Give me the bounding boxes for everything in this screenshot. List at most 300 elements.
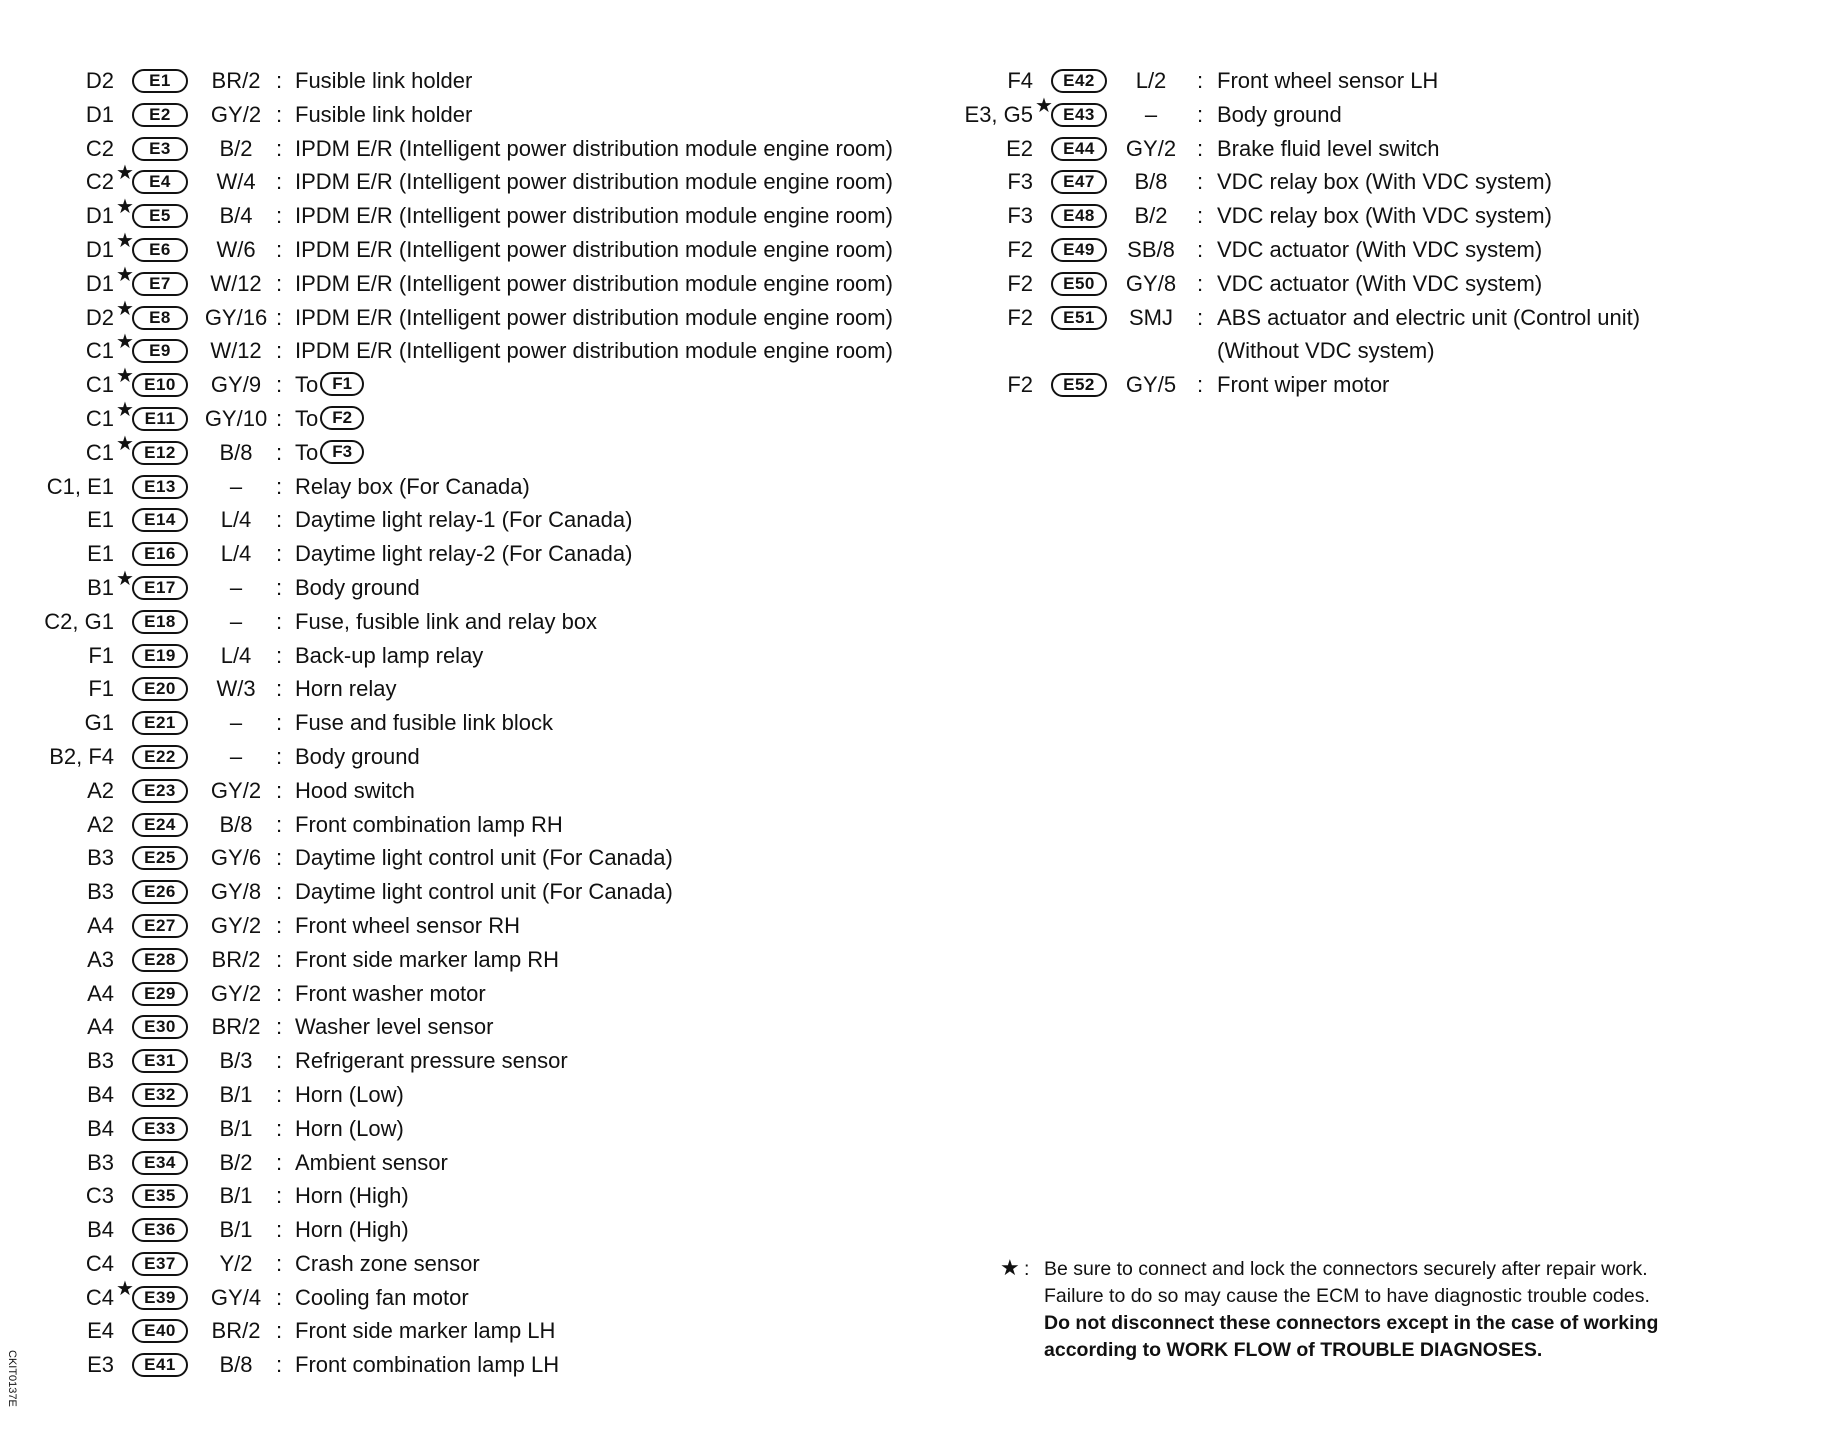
terminal-spec: – (229, 574, 243, 600)
grid-location: A4 (87, 980, 114, 1006)
grid-location: B2, F4 (49, 743, 114, 769)
terminal-spec: B/8 (219, 811, 253, 837)
connector-number: E18 (132, 610, 188, 634)
terminal-spec: GY/16 (204, 304, 268, 330)
grid-location: A2 (87, 777, 114, 803)
grid-location: A3 (87, 946, 114, 972)
connector-number: E13 (132, 475, 188, 499)
connector-number: E26 (132, 880, 188, 904)
grid-location: C1, E1 (46, 473, 114, 499)
connector-description (295, 436, 364, 470)
terminal-spec: L/4 (220, 541, 252, 567)
connector-number: E32 (132, 1083, 188, 1107)
connector-number: E6 (132, 238, 188, 262)
connector-description (295, 909, 520, 943)
connector-number: E12 (132, 441, 188, 465)
grid-location: F1 (88, 676, 114, 702)
terminal-spec: B/8 (219, 439, 253, 465)
terminal-spec: – (229, 473, 243, 499)
separator-colon: : (276, 912, 283, 938)
separator-colon: : (276, 203, 283, 229)
description-text: To (295, 405, 319, 431)
terminal-spec: B/2 (219, 135, 253, 161)
terminal-spec: B/8 (1134, 169, 1168, 195)
terminal-spec: BR/2 (211, 1014, 261, 1040)
grid-location: C4 (85, 1284, 114, 1310)
connector-number: E41 (132, 1353, 188, 1377)
note-line-2: Failure to do so may cause the ECM to have diagnostic trouble codes. (1044, 1285, 1650, 1307)
description-text: Horn (High) (295, 1183, 409, 1209)
description-text: VDC relay box (With VDC system) (1217, 169, 1552, 195)
terminal-spec: B/2 (1134, 203, 1168, 229)
separator-colon: : (276, 236, 283, 262)
referenced-connector: F2 (320, 406, 364, 430)
star-icon: ★ (116, 567, 134, 590)
description-text: Horn (Low) (295, 1081, 404, 1107)
grid-location: C1 (85, 338, 114, 364)
terminal-spec: SB/8 (1127, 236, 1175, 262)
terminal-spec: – (1144, 101, 1158, 127)
terminal-spec: GY/10 (204, 405, 268, 431)
grid-location: E2 (1006, 135, 1033, 161)
description-text: VDC actuator (With VDC system) (1217, 236, 1543, 262)
connector-description (295, 774, 415, 808)
terminal-spec: B/8 (219, 1352, 253, 1378)
grid-location: E1 (87, 541, 114, 567)
connector-number: E22 (132, 745, 188, 769)
grid-location: D2 (85, 68, 114, 93)
grid-location: C4 (85, 1250, 114, 1276)
connector-number: E23 (132, 779, 188, 803)
connector-description (295, 402, 364, 436)
terminal-spec: B/4 (219, 203, 253, 229)
referenced-connector: F1 (320, 372, 364, 396)
connector-description (295, 1247, 480, 1281)
connector-number: E1 (132, 69, 188, 93)
grid-location: D1 (85, 236, 114, 262)
connector-number: E14 (132, 508, 188, 532)
description-text: Horn (Low) (295, 1115, 404, 1141)
grid-location: C2 (85, 135, 114, 161)
connector-number: E48 (1051, 204, 1107, 228)
connector-description (295, 841, 673, 875)
referenced-connector: F3 (320, 440, 364, 464)
separator-colon: : (276, 169, 283, 195)
connector-number: E30 (132, 1015, 188, 1039)
grid-location: C2, G1 (44, 608, 114, 634)
star-icon: ★ (116, 398, 134, 421)
description-text: IPDM E/R (Intelligent power distribution module engine room) (295, 135, 893, 161)
separator-colon: : (276, 777, 283, 803)
description-text: Daytime light relay-1 (For Canada) (295, 507, 633, 533)
connector-description (295, 470, 530, 504)
connector-description (295, 1179, 409, 1213)
separator-colon: : (276, 980, 283, 1006)
separator-colon: : (1197, 101, 1204, 127)
star-icon: ★ (116, 297, 134, 320)
terminal-spec: W/4 (216, 169, 256, 195)
separator-colon: : (276, 710, 283, 736)
connector-description (1217, 267, 1542, 301)
description-text: Hood switch (295, 777, 415, 803)
connector-description (295, 1314, 555, 1348)
description-text: VDC actuator (With VDC system) (1217, 270, 1543, 296)
connector-number: E7 (132, 272, 188, 296)
connector-description (295, 706, 553, 740)
connector-number: E24 (132, 813, 188, 837)
connector-description (295, 165, 893, 199)
connector-number: E50 (1051, 272, 1107, 296)
connector-number: E51 (1051, 306, 1107, 330)
grid-location: E3 (87, 1352, 114, 1378)
connector-number: E4 (132, 170, 188, 194)
terminal-spec: B/3 (219, 1048, 253, 1074)
terminal-spec: Y/2 (219, 1250, 253, 1276)
connector-description (295, 368, 364, 402)
connector-description (295, 977, 486, 1011)
description-text: Cooling fan motor (295, 1284, 469, 1310)
separator-colon: : (276, 1217, 283, 1243)
separator-colon: : (276, 608, 283, 634)
connector-number: E9 (132, 339, 188, 363)
grid-location: D2 (85, 304, 114, 330)
terminal-spec: SMJ (1129, 304, 1173, 330)
connector-description (295, 1281, 469, 1315)
connector-number: E39 (132, 1286, 188, 1310)
terminal-spec: W/12 (210, 338, 262, 364)
description-text: Daytime light relay-2 (For Canada) (295, 541, 633, 567)
connector-description (295, 537, 632, 571)
connector-description (295, 1044, 568, 1078)
terminal-spec: GY/4 (210, 1284, 262, 1310)
grid-location: E3, G5 (964, 101, 1033, 127)
separator-colon: : (1197, 270, 1204, 296)
connector-description (1217, 64, 1438, 98)
grid-location: B3 (87, 879, 114, 905)
grid-location: E1 (87, 507, 114, 533)
connector-description (295, 1213, 409, 1247)
terminal-spec: B/1 (219, 1183, 253, 1209)
separator-colon: : (276, 676, 283, 702)
grid-location: F2 (1007, 236, 1033, 262)
description-text: Body ground (1217, 101, 1342, 127)
description-text: Front combination lamp RH (295, 811, 563, 837)
separator-colon: : (276, 845, 283, 871)
connector-description (295, 1112, 404, 1146)
connector-description (1217, 199, 1552, 233)
connector-description (295, 301, 893, 335)
description-text: IPDM E/R (Intelligent power distribution module engine room) (295, 169, 893, 195)
connector-description (295, 605, 597, 639)
separator-colon: : (276, 946, 283, 972)
separator-colon: : (276, 270, 283, 296)
connector-number: E37 (132, 1252, 188, 1276)
grid-location: C2 (85, 169, 114, 195)
note-line-1: Be sure to connect and lock the connectors securely after repair work. (1044, 1258, 1648, 1280)
connector-number: E10 (132, 373, 188, 397)
separator-colon: : (276, 473, 283, 499)
grid-location: D1 (85, 270, 114, 296)
connector-description (295, 740, 420, 774)
star-icon: ★ (116, 162, 134, 185)
connector-number: E31 (132, 1049, 188, 1073)
description-text: ABS actuator and electric unit (Control unit) (1217, 304, 1641, 330)
separator-colon: : (276, 1284, 283, 1310)
description-text: Front wheel sensor RH (295, 912, 520, 938)
terminal-spec: B/1 (219, 1217, 253, 1243)
grid-location: C1 (85, 439, 114, 465)
note-line-3: Do not disconnect these connectors except in the case of working (1044, 1312, 1659, 1334)
separator-colon: : (1197, 203, 1204, 229)
grid-location: B3 (87, 1048, 114, 1074)
terminal-spec: BR/2 (211, 946, 261, 972)
terminal-spec: W/12 (210, 270, 262, 296)
description-text: IPDM E/R (Intelligent power distribution module engine room) (295, 304, 893, 330)
connector-number: E52 (1051, 373, 1107, 397)
terminal-spec: L/4 (220, 642, 252, 668)
separator-colon: : (276, 1048, 283, 1074)
separator-colon: : (276, 1318, 283, 1344)
connector-description (295, 64, 472, 98)
connector-description (295, 808, 563, 842)
terminal-spec: GY/2 (210, 777, 262, 803)
terminal-spec: B/1 (219, 1115, 253, 1141)
description-text: IPDM E/R (Intelligent power distribution module engine room) (295, 338, 893, 364)
connector-description (295, 267, 893, 301)
separator-colon: : (276, 405, 283, 431)
star-icon: ★ (1035, 94, 1053, 117)
star-icon: ★ (116, 263, 134, 286)
connector-description (295, 233, 893, 267)
connector-description (295, 98, 472, 132)
connector-description (295, 943, 559, 977)
connector-description (295, 1078, 404, 1112)
grid-location: C3 (85, 1183, 114, 1209)
grid-location: F1 (88, 642, 114, 668)
description-text: Front wiper motor (1217, 372, 1390, 398)
description-text: Back-up lamp relay (295, 642, 484, 668)
connector-number: E42 (1051, 69, 1107, 93)
terminal-spec: BR/2 (211, 68, 261, 93)
description-text: Fusible link holder (295, 101, 473, 127)
grid-location: F4 (1007, 68, 1033, 93)
grid-location: D1 (85, 203, 114, 229)
grid-location: B3 (87, 1149, 114, 1175)
connector-description (1217, 368, 1389, 402)
terminal-spec: GY/2 (210, 912, 262, 938)
note-colon: : (1024, 1258, 1030, 1280)
grid-location: B1 (87, 574, 114, 600)
terminal-spec: GY/9 (210, 372, 262, 398)
grid-location: A4 (87, 912, 114, 938)
terminal-spec: GY/6 (210, 845, 262, 871)
description-text: Ambient sensor (295, 1149, 448, 1175)
terminal-spec: L/4 (220, 507, 252, 533)
connector-number: E11 (132, 407, 188, 431)
separator-colon: : (276, 1352, 283, 1378)
separator-colon: : (1197, 68, 1204, 93)
grid-location: F2 (1007, 304, 1033, 330)
grid-location: G1 (84, 710, 114, 736)
description-text: Horn relay (295, 676, 397, 702)
description-text: Relay box (For Canada) (295, 473, 530, 499)
connector-description (295, 199, 893, 233)
separator-colon: : (276, 1081, 283, 1107)
separator-colon: : (276, 1250, 283, 1276)
terminal-spec: B/2 (219, 1149, 253, 1175)
star-icon: ★ (116, 1277, 134, 1300)
connector-description (295, 503, 632, 537)
grid-location: F2 (1007, 372, 1033, 398)
terminal-spec: BR/2 (211, 1318, 261, 1344)
connector-number: E25 (132, 846, 188, 870)
connector-number: E36 (132, 1218, 188, 1242)
separator-colon: : (1197, 169, 1204, 195)
connector-number: E44 (1051, 137, 1107, 161)
connector-number: E27 (132, 914, 188, 938)
description-text: Front washer motor (295, 980, 486, 1006)
grid-location: F2 (1007, 270, 1033, 296)
terminal-spec: GY/8 (210, 879, 262, 905)
description-text: Daytime light control unit (For Canada) (295, 845, 673, 871)
description-text: VDC relay box (With VDC system) (1217, 203, 1552, 229)
terminal-spec: W/6 (216, 236, 256, 262)
terminal-spec: GY/2 (210, 980, 262, 1006)
connector-description (295, 1146, 448, 1180)
connector-number: E2 (132, 103, 188, 127)
description-text: Washer level sensor (295, 1014, 494, 1040)
connector-description (295, 1348, 559, 1382)
connector-number: E49 (1051, 238, 1107, 262)
grid-location: B4 (87, 1081, 114, 1107)
separator-colon: : (276, 1183, 283, 1209)
separator-colon: : (276, 68, 283, 93)
connector-description (295, 1010, 493, 1044)
caution-note (1000, 1255, 1659, 1364)
description-text: Front wheel sensor LH (1217, 68, 1439, 93)
star-icon: ★ (116, 196, 134, 219)
description-text: Daytime light control unit (For Canada) (295, 879, 673, 905)
grid-location: F3 (1007, 169, 1033, 195)
connector-description (295, 875, 673, 909)
star-icon: ★ (116, 365, 134, 388)
grid-location: D1 (85, 101, 114, 127)
description-text: Refrigerant pressure sensor (295, 1048, 568, 1074)
grid-location: A2 (87, 811, 114, 837)
separator-colon: : (276, 541, 283, 567)
description-text: Body ground (295, 743, 420, 769)
separator-colon: : (276, 304, 283, 330)
connector-description (1217, 233, 1542, 267)
description-text: IPDM E/R (Intelligent power distribution module engine room) (295, 270, 893, 296)
grid-location: A4 (87, 1014, 114, 1040)
terminal-spec: L/2 (1135, 68, 1167, 93)
grid-location: B3 (87, 845, 114, 871)
connector-number: E43 (1051, 103, 1107, 127)
terminal-spec: GY/8 (1125, 270, 1177, 296)
separator-colon: : (276, 439, 283, 465)
separator-colon: : (1197, 372, 1204, 398)
connector-description (295, 571, 420, 605)
description-text: IPDM E/R (Intelligent power distribution module engine room) (295, 203, 893, 229)
grid-location: F3 (1007, 203, 1033, 229)
connector-description (1217, 132, 1440, 166)
connector-number: E34 (132, 1151, 188, 1175)
grid-location: B4 (87, 1115, 114, 1141)
connector-description (295, 672, 396, 706)
grid-location: E4 (87, 1318, 114, 1344)
separator-colon: : (276, 507, 283, 533)
separator-colon: : (1197, 135, 1204, 161)
terminal-spec: GY/2 (1125, 135, 1177, 161)
star-icon: ★ (1000, 1255, 1020, 1280)
connector-description (295, 639, 483, 673)
separator-colon: : (276, 642, 283, 668)
separator-colon: : (276, 101, 283, 127)
connector-number: E17 (132, 576, 188, 600)
connector-description (295, 132, 893, 166)
connector-number: E29 (132, 982, 188, 1006)
grid-location: B4 (87, 1217, 114, 1243)
grid-location: C1 (85, 372, 114, 398)
description-text: To (295, 439, 319, 465)
connector-number: E35 (132, 1184, 188, 1208)
connector-number: E28 (132, 948, 188, 972)
terminal-spec: W/3 (216, 676, 256, 702)
connector-description (1217, 98, 1342, 132)
connector-number: E3 (132, 137, 188, 161)
separator-colon: : (276, 743, 283, 769)
separator-colon: : (276, 879, 283, 905)
separator-colon: : (276, 574, 283, 600)
connector-number: E19 (132, 644, 188, 668)
connector-number: E20 (132, 677, 188, 701)
star-icon: ★ (116, 432, 134, 455)
description-text: Crash zone sensor (295, 1250, 480, 1276)
separator-colon: : (276, 372, 283, 398)
connector-number: E40 (132, 1319, 188, 1343)
separator-colon: : (276, 1014, 283, 1040)
grid-location: C1 (85, 405, 114, 431)
description-text: IPDM E/R (Intelligent power distribution module engine room) (295, 236, 893, 262)
separator-colon: : (276, 1115, 283, 1141)
separator-colon: : (1197, 236, 1204, 262)
description-text: Brake fluid level switch (1217, 135, 1440, 161)
connector-number: E8 (132, 306, 188, 330)
description-text: Front side marker lamp RH (295, 946, 560, 972)
separator-colon: : (1197, 304, 1204, 330)
star-icon: ★ (116, 331, 134, 354)
terminal-spec: GY/5 (1125, 372, 1177, 398)
description-text: Fuse and fusible link block (295, 710, 554, 736)
separator-colon: : (276, 811, 283, 837)
connector-number: E33 (132, 1117, 188, 1141)
description-text: Front combination lamp LH (295, 1352, 560, 1378)
description-text: Fusible link holder (295, 68, 473, 93)
terminal-spec: – (229, 710, 243, 736)
connector-description (1217, 301, 1640, 335)
terminal-spec: – (229, 608, 243, 634)
separator-colon: : (276, 1149, 283, 1175)
connector-description (1217, 165, 1552, 199)
connector-number: E16 (132, 542, 188, 566)
connector-description-continued: (Without VDC system) (1217, 338, 1435, 364)
figure-code: CKIT0137E (6, 1350, 18, 1407)
terminal-spec: GY/2 (210, 101, 262, 127)
terminal-spec: B/1 (219, 1081, 253, 1107)
connector-number: E5 (132, 204, 188, 228)
separator-colon: : (276, 135, 283, 161)
